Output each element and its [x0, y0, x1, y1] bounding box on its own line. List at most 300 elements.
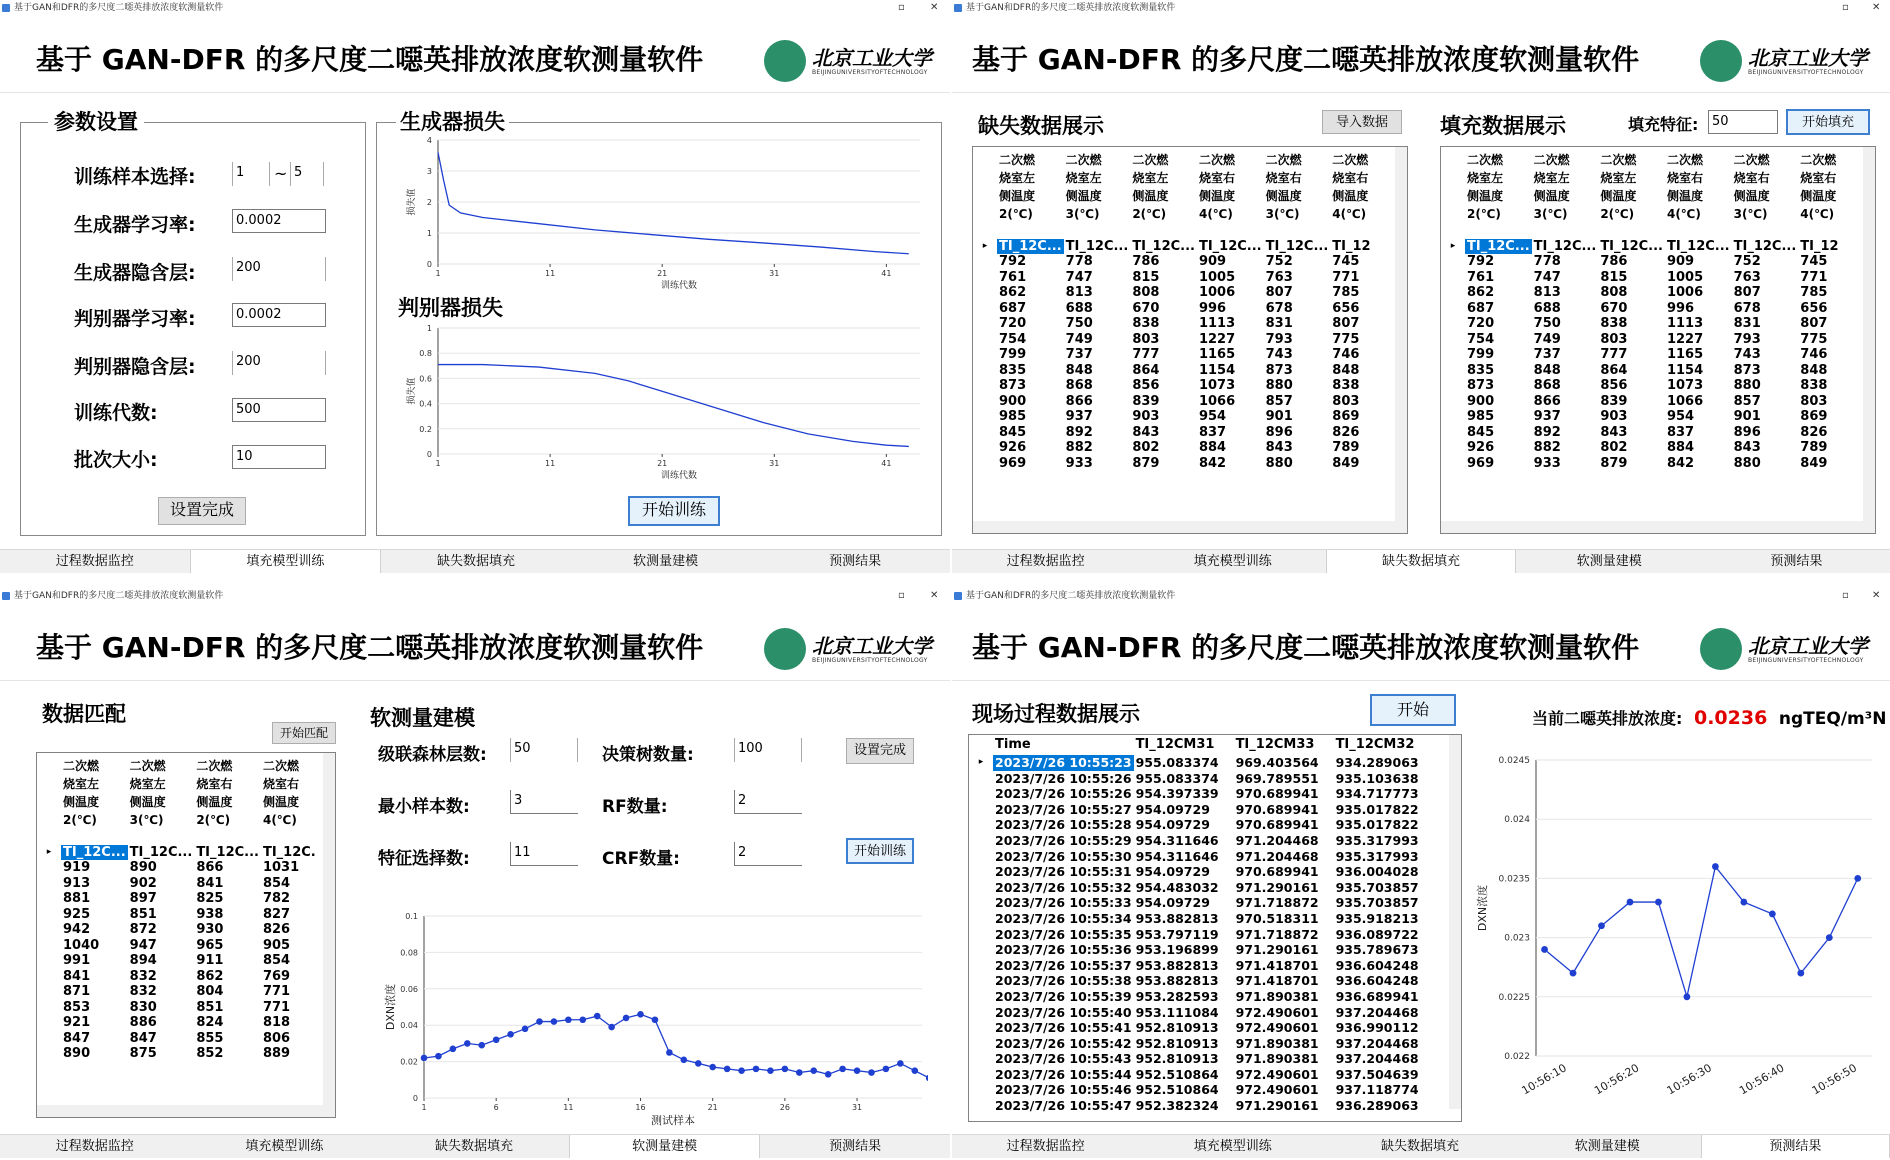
- cell[interactable]: 803: [1132, 331, 1160, 347]
- cell[interactable]: 953.196899: [1135, 942, 1219, 958]
- cell[interactable]: 851: [196, 999, 224, 1015]
- min-sample-input[interactable]: 3: [510, 790, 578, 814]
- start-train-button[interactable]: 开始训练: [846, 838, 914, 864]
- cell[interactable]: 749: [1065, 331, 1093, 347]
- cell[interactable]: 793: [1265, 331, 1293, 347]
- cell[interactable]: 936.604248: [1335, 957, 1419, 973]
- cell[interactable]: 879: [1132, 455, 1160, 471]
- cell[interactable]: 971.290161: [1235, 1098, 1319, 1114]
- table-row[interactable]: [969, 771, 1434, 787]
- tab-process-monitor[interactable]: 过程数据监控: [55, 1139, 134, 1154]
- cell[interactable]: 752: [1733, 254, 1761, 269]
- cell[interactable]: 842: [1198, 455, 1227, 471]
- cell[interactable]: 825: [196, 891, 224, 906]
- cell[interactable]: 656: [1332, 300, 1360, 316]
- cell[interactable]: 971.204468: [1235, 832, 1319, 848]
- cell[interactable]: 892: [1533, 424, 1561, 440]
- cell[interactable]: 936.289063: [1335, 1098, 1419, 1114]
- cell[interactable]: 720: [1467, 316, 1495, 331]
- tag-cell[interactable]: TI_12C...: [1198, 238, 1262, 254]
- cell[interactable]: 808: [1132, 285, 1160, 300]
- cell[interactable]: 935.317993: [1335, 848, 1419, 864]
- column-header[interactable]: TI_12CM33: [1235, 737, 1315, 752]
- cell[interactable]: 985: [1467, 409, 1495, 424]
- cell[interactable]: 2023/7/26 10:55:43: [995, 1051, 1132, 1067]
- cell[interactable]: 785: [1332, 285, 1360, 300]
- cell[interactable]: 934.717773: [1335, 786, 1419, 802]
- cell[interactable]: 855: [196, 1030, 224, 1046]
- cell[interactable]: 954.483032: [1135, 879, 1219, 895]
- cell[interactable]: 935.103638: [1335, 770, 1419, 786]
- tab-fill-model-train[interactable]: 填充模型训练: [245, 1139, 324, 1154]
- cell[interactable]: 806: [262, 1030, 291, 1046]
- cell[interactable]: 670: [1132, 300, 1160, 316]
- cell[interactable]: 832: [129, 984, 157, 999]
- table-row[interactable]: [969, 973, 1434, 989]
- table-row[interactable]: [969, 1020, 1434, 1036]
- cell[interactable]: 937.118774: [1335, 1082, 1419, 1098]
- cell[interactable]: 1006: [1198, 285, 1236, 300]
- set-done-button[interactable]: 设置完成: [846, 738, 914, 764]
- cell[interactable]: 880: [1265, 378, 1293, 393]
- cell[interactable]: 972.490601: [1235, 1082, 1319, 1098]
- cell[interactable]: 749: [1533, 331, 1561, 347]
- cell[interactable]: 2023/7/26 10:55:41: [995, 1020, 1132, 1036]
- cell[interactable]: 882: [1533, 440, 1561, 455]
- cell[interactable]: 2023/7/26 10:55:44: [995, 1066, 1132, 1082]
- cell[interactable]: 937.204468: [1335, 1051, 1419, 1067]
- cell[interactable]: 970.518311: [1235, 910, 1319, 926]
- cell[interactable]: 763: [1733, 269, 1761, 285]
- cell[interactable]: 972.490601: [1235, 1004, 1319, 1020]
- cell[interactable]: 970.689941: [1235, 817, 1319, 833]
- cell[interactable]: 952.810913: [1135, 1020, 1219, 1036]
- column-header[interactable]: 二次燃 烧室左 侧温度 3(℃): [1533, 153, 1570, 221]
- cell[interactable]: 909: [1666, 254, 1695, 269]
- cell[interactable]: 750: [1533, 316, 1561, 331]
- tag-cell[interactable]: TI_12C...: [63, 844, 126, 860]
- cell[interactable]: 2023/7/26 10:55:36: [995, 942, 1132, 958]
- column-header[interactable]: 二次燃 烧室右 侧温度 2(℃): [196, 759, 233, 827]
- minimize-icon[interactable]: ▫: [898, 590, 905, 601]
- cell[interactable]: 886: [129, 1015, 157, 1030]
- cell[interactable]: 933: [1533, 455, 1561, 471]
- cell[interactable]: 996: [1198, 300, 1227, 316]
- cell[interactable]: 2023/7/26 10:55:23: [995, 755, 1132, 770]
- table-row[interactable]: [973, 378, 1380, 394]
- cell[interactable]: 955.083374: [1135, 770, 1219, 786]
- cell[interactable]: 903: [1132, 409, 1160, 424]
- table-row[interactable]: [969, 817, 1434, 833]
- cell[interactable]: 901: [1733, 409, 1761, 424]
- column-header[interactable]: 二次燃 烧室右 侧温度 3(℃): [1733, 153, 1770, 221]
- cell[interactable]: 847: [129, 1030, 157, 1046]
- table-row[interactable]: [969, 1082, 1434, 1098]
- table-row[interactable]: [969, 802, 1434, 818]
- cell[interactable]: 925: [63, 906, 91, 922]
- cell[interactable]: 777: [1600, 347, 1628, 362]
- cell[interactable]: 826: [1332, 424, 1360, 440]
- cell[interactable]: 864: [1600, 362, 1628, 378]
- cell[interactable]: 954: [1666, 409, 1695, 424]
- table-row[interactable]: [973, 316, 1380, 332]
- cell[interactable]: 872: [129, 922, 157, 937]
- cell[interactable]: 954.09729: [1135, 895, 1210, 911]
- cell[interactable]: 965: [196, 937, 224, 953]
- cell[interactable]: 2023/7/26 10:55:26: [995, 786, 1132, 802]
- cell[interactable]: 969: [1467, 455, 1495, 471]
- cell[interactable]: 1113: [1666, 316, 1704, 331]
- tab-missing-fill[interactable]: 缺失数据填充: [1381, 1139, 1460, 1154]
- tab-missing-fill[interactable]: 缺失数据填充: [1326, 550, 1515, 573]
- table-row[interactable]: [969, 958, 1434, 974]
- cell[interactable]: 953.111084: [1135, 1004, 1219, 1020]
- cell[interactable]: 1154: [1666, 362, 1704, 378]
- feat-input[interactable]: 11: [510, 842, 578, 866]
- cell[interactable]: 935.789673: [1335, 942, 1419, 958]
- cell[interactable]: 935.017822: [1335, 801, 1419, 817]
- cell[interactable]: 688: [1065, 300, 1093, 316]
- cell[interactable]: 873: [1733, 362, 1761, 378]
- column-header[interactable]: 二次燃 烧室左 侧温度 3(℃): [129, 759, 166, 827]
- cell[interactable]: 848: [1065, 362, 1093, 378]
- table-row[interactable]: [37, 1000, 318, 1016]
- cell[interactable]: 971.718872: [1235, 895, 1319, 911]
- column-header[interactable]: 二次燃 烧室右 侧温度 3(℃): [1265, 153, 1302, 221]
- train-sample-from-input[interactable]: 1: [232, 162, 270, 186]
- table-row[interactable]: [1441, 316, 1848, 332]
- cell[interactable]: 848: [1533, 362, 1561, 378]
- cell[interactable]: 971.718872: [1235, 926, 1319, 942]
- tab-soft-sensor[interactable]: 软测量建模: [1574, 1139, 1640, 1154]
- cell[interactable]: 1073: [1198, 378, 1236, 393]
- column-header[interactable]: 二次燃 烧室左 侧温度 2(℃): [1600, 153, 1637, 221]
- cell[interactable]: 843: [1265, 440, 1293, 455]
- cell[interactable]: 970.689941: [1235, 786, 1319, 802]
- cell[interactable]: 743: [1265, 347, 1293, 362]
- tab-fill-model-train[interactable]: 填充模型训练: [190, 550, 382, 573]
- cell[interactable]: 938: [196, 906, 224, 922]
- cell[interactable]: 799: [1467, 347, 1495, 362]
- cell[interactable]: 754: [999, 331, 1027, 347]
- cell[interactable]: 818: [262, 1015, 291, 1030]
- cell[interactable]: 807: [1265, 285, 1293, 300]
- cell[interactable]: 972.490601: [1235, 1066, 1319, 1082]
- cell[interactable]: 937: [1533, 409, 1561, 424]
- cell[interactable]: 838: [1800, 378, 1828, 393]
- cell[interactable]: 911: [196, 953, 224, 968]
- cell[interactable]: 954.397339: [1135, 786, 1219, 802]
- tab-prediction[interactable]: 预测结果: [829, 1139, 882, 1154]
- cell[interactable]: 747: [1065, 269, 1093, 285]
- cell[interactable]: 841: [196, 875, 224, 891]
- cell[interactable]: 815: [1132, 269, 1160, 285]
- tab-prediction[interactable]: 预测结果: [1770, 554, 1823, 569]
- tag-cell[interactable]: TI_12C...: [1132, 238, 1195, 254]
- table-row[interactable]: [1441, 456, 1848, 472]
- table-row[interactable]: [969, 833, 1434, 849]
- vertical-scrollbar[interactable]: [1395, 147, 1407, 521]
- minimize-icon[interactable]: ▫: [1842, 2, 1849, 13]
- cell[interactable]: 1227: [1666, 331, 1704, 347]
- cell[interactable]: 953.882813: [1135, 957, 1219, 973]
- table-row[interactable]: [969, 880, 1434, 896]
- cell[interactable]: 971.290161: [1235, 879, 1319, 895]
- cell[interactable]: 953.882813: [1135, 910, 1219, 926]
- cell[interactable]: 875: [129, 1046, 157, 1061]
- cell[interactable]: 909: [1198, 254, 1227, 269]
- table-row[interactable]: [37, 969, 318, 985]
- cell[interactable]: 802: [1600, 440, 1628, 455]
- cell[interactable]: 854: [262, 875, 291, 891]
- table-row[interactable]: [37, 1046, 318, 1062]
- table-row[interactable]: [969, 989, 1434, 1005]
- cell[interactable]: 746: [1332, 347, 1360, 362]
- cell[interactable]: 869: [1800, 409, 1828, 424]
- column-header[interactable]: 二次燃 烧室左 侧温度 2(℃): [63, 759, 100, 827]
- cell[interactable]: 678: [1265, 300, 1293, 316]
- tab-missing-fill[interactable]: 缺失数据填充: [434, 1139, 513, 1154]
- cell[interactable]: 2023/7/26 10:55:30: [995, 848, 1132, 864]
- cell[interactable]: 2023/7/26 10:55:26: [995, 770, 1132, 786]
- cell[interactable]: 935.703857: [1335, 879, 1419, 895]
- cell[interactable]: 775: [1332, 331, 1360, 347]
- cell[interactable]: 747: [1533, 269, 1561, 285]
- cell[interactable]: 1227: [1198, 331, 1236, 347]
- cell[interactable]: 670: [1600, 300, 1628, 316]
- cell[interactable]: 2023/7/26 10:55:42: [995, 1035, 1132, 1051]
- table-row[interactable]: [973, 394, 1380, 410]
- cell[interactable]: 971.890381: [1235, 1035, 1319, 1051]
- cell[interactable]: 954.09729: [1135, 864, 1210, 880]
- cell[interactable]: 905: [262, 937, 291, 953]
- cell[interactable]: 881: [63, 891, 91, 906]
- cell[interactable]: 856: [1132, 378, 1160, 393]
- cell[interactable]: 720: [999, 316, 1027, 331]
- cell[interactable]: 848: [1332, 362, 1360, 378]
- table-row[interactable]: [973, 456, 1380, 472]
- cell[interactable]: 930: [196, 922, 224, 937]
- cell[interactable]: 971.890381: [1235, 1051, 1319, 1067]
- column-header[interactable]: 二次燃 烧室左 侧温度 2(℃): [1132, 153, 1169, 221]
- cell[interactable]: 807: [1800, 316, 1828, 331]
- cell[interactable]: 902: [129, 875, 157, 891]
- cell[interactable]: 896: [1265, 424, 1293, 440]
- cell[interactable]: 761: [1467, 269, 1495, 285]
- cell[interactable]: 880: [1265, 455, 1293, 471]
- cell[interactable]: 921: [63, 1015, 91, 1030]
- cell[interactable]: 852: [196, 1046, 224, 1061]
- cell[interactable]: 919: [63, 860, 91, 875]
- cell[interactable]: 1031: [262, 860, 300, 875]
- cell[interactable]: 1066: [1666, 393, 1704, 409]
- cell[interactable]: 934.289063: [1335, 755, 1419, 770]
- cell[interactable]: 2023/7/26 10:55:29: [995, 832, 1132, 848]
- tab-missing-fill[interactable]: 缺失数据填充: [436, 554, 515, 569]
- table-row[interactable]: [1441, 440, 1848, 456]
- trees-input[interactable]: 100: [734, 738, 802, 762]
- cell[interactable]: 866: [1533, 393, 1561, 409]
- cell[interactable]: 752: [1265, 254, 1293, 269]
- cell[interactable]: 848: [1800, 362, 1828, 378]
- cell[interactable]: 856: [1600, 378, 1628, 393]
- table-row[interactable]: [973, 440, 1380, 456]
- cell[interactable]: 890: [63, 1046, 91, 1061]
- cell[interactable]: 771: [1332, 269, 1360, 285]
- cell[interactable]: 793: [1733, 331, 1761, 347]
- cell[interactable]: 937.504639: [1335, 1066, 1419, 1082]
- cell[interactable]: 837: [1198, 424, 1227, 440]
- cell[interactable]: 952.510864: [1135, 1082, 1219, 1098]
- gen-lr-input[interactable]: 0.0002: [232, 209, 326, 233]
- table-row[interactable]: [969, 1067, 1434, 1083]
- cell[interactable]: 1113: [1198, 316, 1236, 331]
- table-row[interactable]: ▸ 2023/7/26 10:55:23 955.083374 969.403564 934.289063: [969, 755, 1434, 771]
- cell[interactable]: 2023/7/26 10:55:33: [995, 895, 1132, 911]
- table-row[interactable]: [969, 1098, 1434, 1114]
- cell[interactable]: 771: [1800, 269, 1828, 285]
- cell[interactable]: 808: [1600, 285, 1628, 300]
- cell[interactable]: 841: [63, 968, 91, 984]
- cell[interactable]: 892: [1065, 424, 1093, 440]
- cell[interactable]: 971.890381: [1235, 988, 1319, 1004]
- column-header[interactable]: TI_12CM31: [1135, 737, 1215, 752]
- cell[interactable]: 971.290161: [1235, 942, 1319, 958]
- table-row[interactable]: [1441, 254, 1848, 270]
- minimize-icon[interactable]: ▫: [1842, 590, 1849, 601]
- cell[interactable]: 935.918213: [1335, 910, 1419, 926]
- tab-process-monitor[interactable]: 过程数据监控: [1006, 1139, 1085, 1154]
- table-row[interactable]: [969, 1051, 1434, 1067]
- cell[interactable]: 1066: [1198, 393, 1236, 409]
- table-row[interactable]: [973, 363, 1380, 379]
- tag-cell[interactable]: TI_12C.: [262, 844, 316, 860]
- cell[interactable]: 933: [1065, 455, 1093, 471]
- cell[interactable]: 1005: [1666, 269, 1704, 285]
- cell[interactable]: 827: [262, 906, 291, 922]
- cell[interactable]: 845: [999, 424, 1027, 440]
- column-header[interactable]: 二次燃 烧室左 侧温度 2(℃): [1467, 153, 1504, 221]
- cell[interactable]: 835: [1467, 362, 1495, 378]
- cell[interactable]: 2023/7/26 10:55:47: [995, 1098, 1132, 1114]
- cell[interactable]: 842: [1666, 455, 1695, 471]
- table-row[interactable]: [973, 254, 1380, 270]
- column-header[interactable]: Time: [995, 737, 1031, 752]
- cell[interactable]: 969: [999, 455, 1027, 471]
- table-row[interactable]: [973, 409, 1380, 425]
- cell[interactable]: 771: [262, 999, 291, 1015]
- cell[interactable]: 913: [63, 875, 91, 891]
- tab-soft-sensor[interactable]: 软测量建模: [569, 1135, 761, 1158]
- table-row[interactable]: [969, 1005, 1434, 1021]
- cell[interactable]: 971.204468: [1235, 848, 1319, 864]
- cell[interactable]: 813: [1533, 285, 1561, 300]
- column-header[interactable]: 二次燃 烧室右 侧温度 4(℃): [1800, 153, 1837, 221]
- cell[interactable]: 926: [1467, 440, 1495, 455]
- cell[interactable]: 807: [1733, 285, 1761, 300]
- cell[interactable]: 831: [1733, 316, 1761, 331]
- cell[interactable]: 937.204468: [1335, 1004, 1419, 1020]
- cell[interactable]: 936.004028: [1335, 864, 1419, 880]
- table-row[interactable]: [973, 301, 1380, 317]
- cell[interactable]: 687: [1467, 300, 1495, 316]
- table-row[interactable]: [1441, 301, 1848, 317]
- cell[interactable]: 954.09729: [1135, 801, 1210, 817]
- vertical-scrollbar[interactable]: [1449, 735, 1461, 1109]
- cell[interactable]: 969.789551: [1235, 770, 1319, 786]
- cell[interactable]: 900: [1467, 393, 1495, 409]
- table-row[interactable]: [969, 927, 1434, 943]
- table-row[interactable]: [969, 942, 1434, 958]
- cell[interactable]: 838: [1332, 378, 1360, 393]
- table-row[interactable]: [37, 953, 318, 969]
- cell[interactable]: 1040: [63, 937, 100, 953]
- cell[interactable]: 804: [196, 984, 224, 999]
- filled-data-grid[interactable]: [1440, 146, 1876, 534]
- cell[interactable]: 824: [196, 1015, 224, 1030]
- cell[interactable]: 839: [1600, 393, 1628, 409]
- cell[interactable]: 830: [129, 999, 157, 1015]
- tab-prediction[interactable]: 预测结果: [829, 554, 882, 569]
- cell[interactable]: 802: [1132, 440, 1160, 455]
- cell[interactable]: 843: [1132, 424, 1160, 440]
- cell[interactable]: 969.403564: [1235, 755, 1319, 770]
- tab-fill-model-train[interactable]: 填充模型训练: [1193, 1139, 1272, 1154]
- cell[interactable]: 778: [1533, 254, 1561, 269]
- table-row[interactable]: [37, 860, 318, 876]
- tab-process-monitor[interactable]: 过程数据监控: [55, 554, 134, 569]
- import-data-button[interactable]: 导入数据: [1322, 110, 1402, 134]
- cell[interactable]: 868: [1065, 378, 1093, 393]
- cell[interactable]: 873: [1265, 362, 1293, 378]
- cell[interactable]: 936.089722: [1335, 926, 1419, 942]
- cell[interactable]: 2023/7/26 10:55:37: [995, 957, 1132, 973]
- column-header[interactable]: 二次燃 烧室右 侧温度 4(℃): [1332, 153, 1369, 221]
- gen-hidden-input[interactable]: 200: [232, 257, 326, 281]
- cell[interactable]: 2023/7/26 10:55:31: [995, 864, 1132, 880]
- cell[interactable]: 2023/7/26 10:55:32: [995, 879, 1132, 895]
- cell[interactable]: 839: [1132, 393, 1160, 409]
- cell[interactable]: 937.204468: [1335, 1035, 1419, 1051]
- column-header[interactable]: 二次燃 烧室左 侧温度 3(℃): [1065, 153, 1102, 221]
- cell[interactable]: 953.282593: [1135, 988, 1219, 1004]
- cell[interactable]: 847: [63, 1030, 91, 1046]
- table-row[interactable]: [1441, 270, 1848, 286]
- cell[interactable]: 835: [999, 362, 1027, 378]
- tag-cell[interactable]: TI_12C...: [129, 844, 193, 860]
- table-row[interactable]: [37, 876, 318, 892]
- match-data-grid[interactable]: [36, 752, 336, 1118]
- rf-input[interactable]: 2: [734, 790, 802, 814]
- close-icon[interactable]: ✕: [930, 2, 939, 13]
- vertical-scrollbar[interactable]: [323, 753, 335, 1105]
- cell[interactable]: 815: [1600, 269, 1628, 285]
- start-match-button[interactable]: 开始匹配: [272, 722, 336, 744]
- horizontal-scrollbar[interactable]: [37, 1105, 335, 1117]
- cell[interactable]: 786: [1132, 254, 1160, 269]
- cell[interactable]: 1006: [1666, 285, 1704, 300]
- tab-soft-sensor[interactable]: 软测量建模: [633, 554, 699, 569]
- cell[interactable]: 857: [1265, 393, 1293, 409]
- cell[interactable]: 745: [1800, 254, 1828, 269]
- cell[interactable]: 971.418701: [1235, 973, 1319, 989]
- cell[interactable]: 936.604248: [1335, 973, 1419, 989]
- table-row[interactable]: [37, 922, 318, 938]
- cell[interactable]: 970.689941: [1235, 801, 1319, 817]
- cell[interactable]: 864: [1132, 362, 1160, 378]
- tag-cell[interactable]: TI_12C...: [999, 238, 1062, 254]
- table-row[interactable]: [1441, 425, 1848, 441]
